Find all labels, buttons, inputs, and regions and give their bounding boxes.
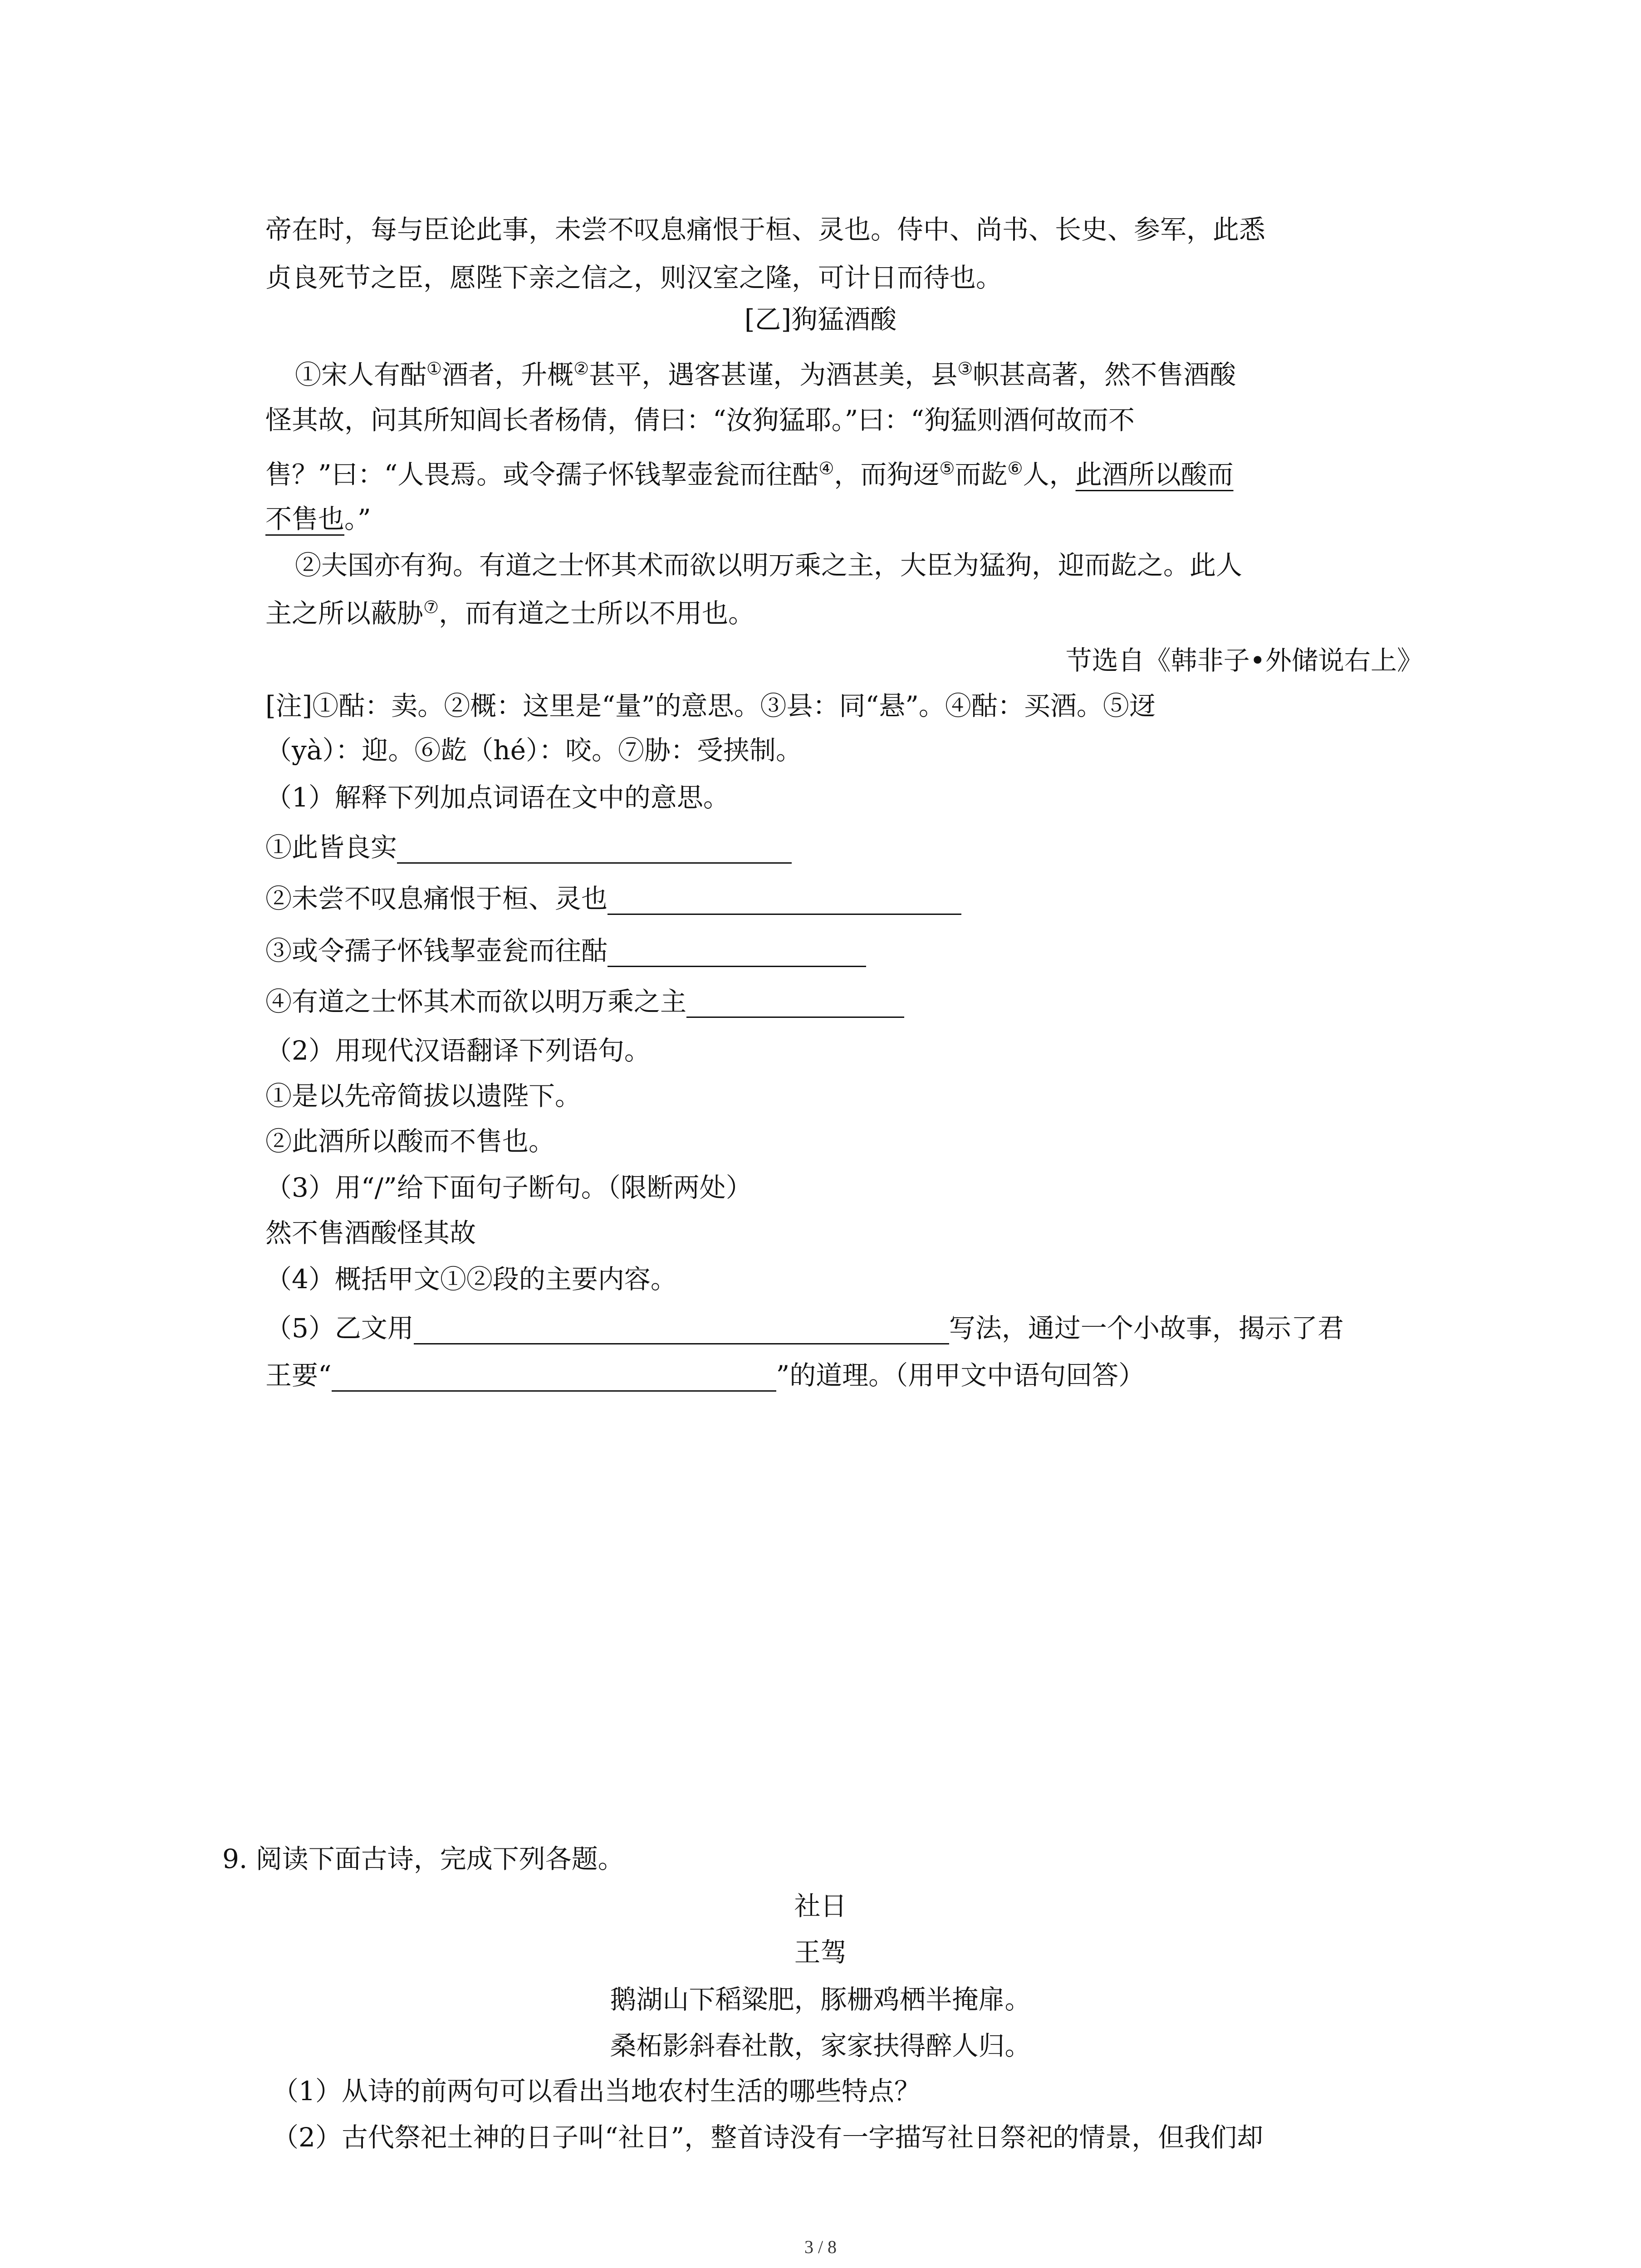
question-2: （2）用现代汉语翻译下列语句。: [265, 1035, 651, 1066]
question-4: （4）概括甲文①②段的主要内容。: [265, 1264, 677, 1295]
passage-yi-para1-line2: 怪其故，问其所知闾长者杨倩，倩曰：“汝狗猛耶。”曰：“狗猛则酒何故而不: [265, 405, 1135, 435]
question-1: （1）解释下列加点词语在文中的意思。: [265, 782, 730, 813]
text-span: ，而有道之士所以不用也。: [439, 598, 755, 629]
passage-yi-para2-line2: [265, 597, 754, 630]
text-span: 主之所以蔽胁: [265, 598, 424, 629]
text-span: 甚平，遇客甚谨，为酒甚美，县: [589, 359, 958, 390]
answer-blank[interactable]: [607, 887, 961, 915]
note-marker-3: ③: [957, 358, 973, 379]
item-text: ④有道之士怀其术而欲以明万乘之主: [265, 986, 687, 1017]
question-5-line-2: [265, 1359, 1145, 1392]
poem-title: 社日: [794, 1891, 847, 1921]
poem-line-1: 鹅湖山下稻粱肥，豚栅鸡栖半掩扉。: [610, 1984, 1031, 2015]
question-1-item-3: [265, 934, 866, 967]
question-2-item-1: ①是以先帝简拔以遗陛下。: [265, 1080, 582, 1111]
question-1-item-1: [265, 831, 792, 864]
passage-yi-title: [乙]狗猛酒酸: [744, 304, 897, 335]
note-marker-6: ⑥: [1007, 458, 1023, 479]
passage-jia-line-1: 帝在时，每与臣论此事，未尝不叹息痛恨于桓、灵也。侍中、尚书、长史、参军，此悉: [265, 214, 1266, 245]
item-text: 写法，通过一个小故事，揭示了君: [949, 1313, 1344, 1344]
item-text: ②未尝不叹息痛恨于桓、灵也: [265, 883, 608, 914]
item-text: ”的道理。（用甲文中语句回答）: [776, 1360, 1145, 1391]
question-9-stem: 9. 阅读下面古诗，完成下列各题。: [222, 1843, 624, 1874]
question-2-item-2: ②此酒所以酸而不售也。: [265, 1126, 555, 1157]
text-span: 帜甚高著，然不售酒酸: [973, 359, 1236, 390]
note-marker-4: ④: [818, 458, 834, 479]
note-marker-2: ②: [573, 358, 589, 379]
text-span: 酒者，升概: [442, 359, 574, 390]
answer-blank[interactable]: [414, 1317, 949, 1344]
notes-line-2: （yà）：迎。⑥龁（hé）：咬。⑦胁：受挟制。: [265, 735, 803, 766]
passage-source: 节选自《韩非子•外储说右上》: [1065, 645, 1423, 676]
text-span: 而龁: [955, 459, 1008, 490]
poem-author: 王驾: [794, 1937, 847, 1968]
question-1-item-4: [265, 985, 904, 1018]
passage-yi-para1-line3: [265, 458, 1234, 491]
answer-blank[interactable]: [397, 836, 792, 864]
text-span: ，而狗迓: [834, 459, 940, 490]
passage-yi-para2-line1: ②夫国亦有狗。有道之士怀其术而欲以明万乘之主，大臣为猛狗，迎而龁之。此人: [295, 550, 1243, 581]
question-5-line-1: [265, 1312, 1344, 1344]
note-marker-5: ⑤: [939, 458, 955, 479]
underlined-sentence: 不售也: [265, 503, 345, 534]
passage-jia-line-2: 贞良死节之臣，愿陛下亲之信之，则汉室之隆，可计日而待也。: [265, 262, 1003, 293]
page-number: 3 / 8: [804, 2237, 837, 2257]
note-marker-7: ⑦: [423, 597, 439, 617]
item-text: ①此皆良实: [265, 832, 397, 863]
underlined-sentence: 此酒所以酸而: [1075, 459, 1234, 490]
answer-blank[interactable]: [686, 990, 904, 1018]
answer-blank[interactable]: [607, 939, 866, 967]
question-3: （3）用“/”给下面句子断句。（限断两处）: [265, 1172, 752, 1203]
text-span: 人，: [1023, 459, 1076, 490]
text-span: 售？”曰：“人畏焉。或令孺子怀钱挈壶瓮而往酤: [265, 459, 819, 490]
poem-line-2: 桑柘影斜春社散，家家扶得醉人归。: [610, 2030, 1031, 2061]
text-span: ①宋人有酤: [295, 359, 427, 390]
question-1-item-2: [265, 882, 961, 915]
question-9-item-1: （1）从诗的前两句可以看出当地农村生活的哪些特点？: [272, 2076, 921, 2107]
item-text: 王要“: [265, 1360, 332, 1391]
question-9-item-2: （2）古代祭祀土神的日子叫“社日”，整首诗没有一字描写社日祭祀的情景，但我们却: [272, 2122, 1264, 2153]
question-3-text: 然不售酒酸怪其故: [265, 1217, 476, 1248]
note-marker-1: ①: [426, 358, 442, 379]
notes-line-1: [注]①酤：卖。②概：这里是“量”的意思。③县：同“悬”。④酤：买酒。⑤迓: [265, 690, 1156, 721]
item-text: ③或令孺子怀钱挈壶瓮而往酤: [265, 935, 608, 966]
passage-yi-para1-line4: [265, 503, 371, 535]
item-text: （5）乙文用: [265, 1313, 414, 1344]
passage-yi-para1-line1: [295, 358, 1236, 391]
text-span: 。”: [344, 503, 371, 534]
answer-blank[interactable]: [332, 1364, 776, 1392]
